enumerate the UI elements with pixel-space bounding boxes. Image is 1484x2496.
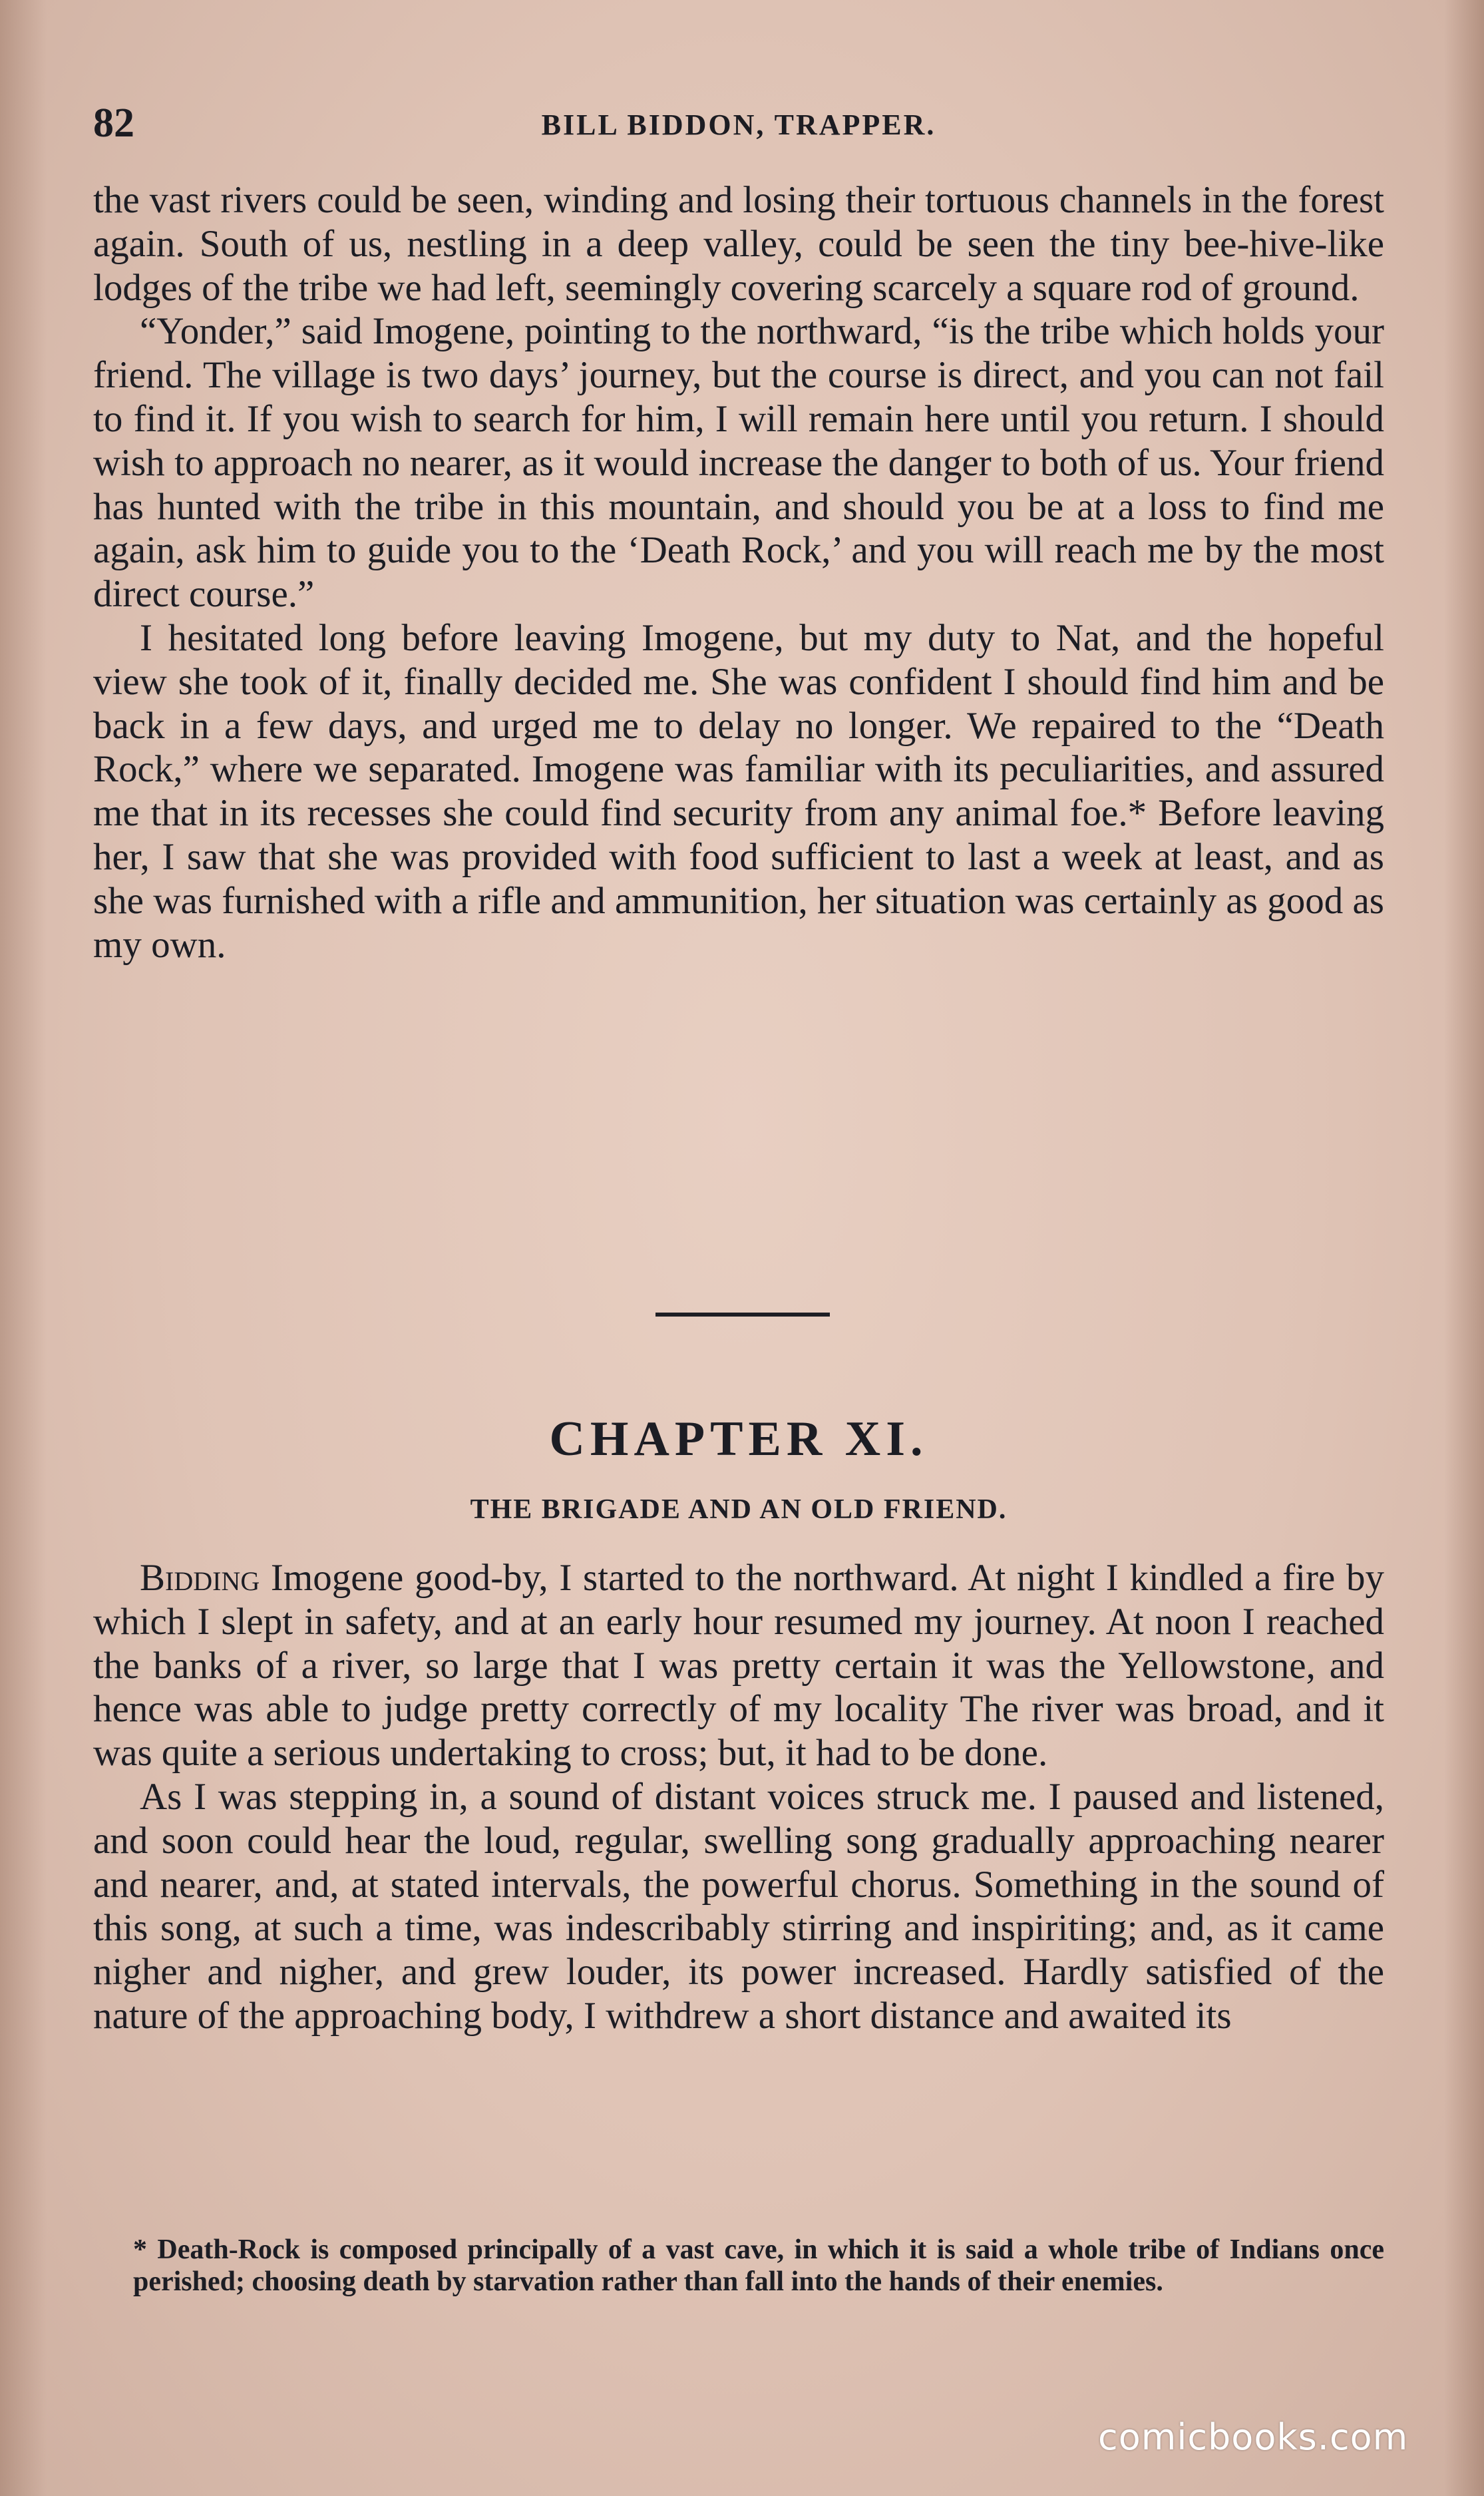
- chapter-paragraph: [93, 1556, 1384, 1775]
- chapter-paragraph: As I was stepping in, a sound of distant voices struck me. I paused and listened, and soon could hear the loud, regular, swelling song gradually approaching nearer and nearer, and, at stated intervals, the powerful chorus. Something in the sound of this song, at such a time, was indescribably stirring and inspiriting; and, as it came nigher and nigher, and grew louder, its power increased. Hardly satisfied of the nature of the approaching body, I withdrew a short distance and awaited its: [93, 1775, 1384, 2037]
- running-title: BILL BIDDON, TRAPPER.: [541, 108, 936, 141]
- paragraph: I hesitated long before leaving Imogene, but my duty to Nat, and the hopeful view she took of it, finally decided me. She was confident I should find him and be back in a few days, and urged me to delay no longer. We repaired to the “Death Rock,” where we separated. Imogene was familiar with its peculiarities, and assured me that in its recesses she could find security from any animal foe.* Before leaving her, I saw that she was provided with food sufficient to last a week at least, and as she was furnished with a rifle and ammunition, her situation was certainly as good as my own.: [93, 616, 1384, 966]
- paragraph: the vast rivers could be seen, winding and losing their tortuous channels in the forest again. South of us, nestling in a deep valley, could be seen the tiny bee-hive-like lodges of the tribe we had left, seemingly covering scarcely a square rod of ground.: [93, 179, 1384, 309]
- running-head: [93, 100, 1384, 153]
- page-number: 82: [93, 101, 134, 146]
- chapter-subtitle: THE BRIGADE AND AN OLD FRIEND.: [470, 1494, 1008, 1525]
- footnote: * Death-Rock is composed principally of a vast cave, in which it is said a whole tribe of Indians once perished; choosing death by starvation rather than fall into the hands of their enemies.: [133, 2234, 1384, 2297]
- section-rule: [655, 1313, 830, 1317]
- chapter-text: [93, 1556, 1384, 2038]
- paragraph: “Yonder,” said Imogene, pointing to the northward, “is the tribe which holds your friend. The village is two days’ journey, but the course is direct, and you can not fail to find it. If you wish to search for him, I will remain here until you return. I should wish to approach no nearer, as it would increase the danger to both of us. Your friend has hunted with the tribe in this mountain, and should you be at a loss to find me again, ask him to guide you to the ‘Death Rock,’ and you will reach me by the most direct course.”: [93, 310, 1384, 616]
- chapter-heading: CHAPTER XI.: [549, 1412, 928, 1466]
- opening-paragraph-text: Imogene good-by, I started to the northward. At night I kindled a fire by which I slept in safety, and at an early hour resumed my journey. At noon I reached the banks of a river, so large that I was pretty certain it was the Yellowstone, and hence was able to judge pretty correctly of my locality The river was broad, and it was quite a serious undertaking to cross; but, it had to be done.: [93, 1557, 1384, 1774]
- watermark: comicbooks.com: [1098, 2416, 1409, 2458]
- body-text: [93, 178, 1384, 966]
- opening-word: Bidding: [140, 1557, 260, 1599]
- page-right-shadow: [1444, 0, 1484, 2496]
- page-left-shadow: [0, 0, 47, 2496]
